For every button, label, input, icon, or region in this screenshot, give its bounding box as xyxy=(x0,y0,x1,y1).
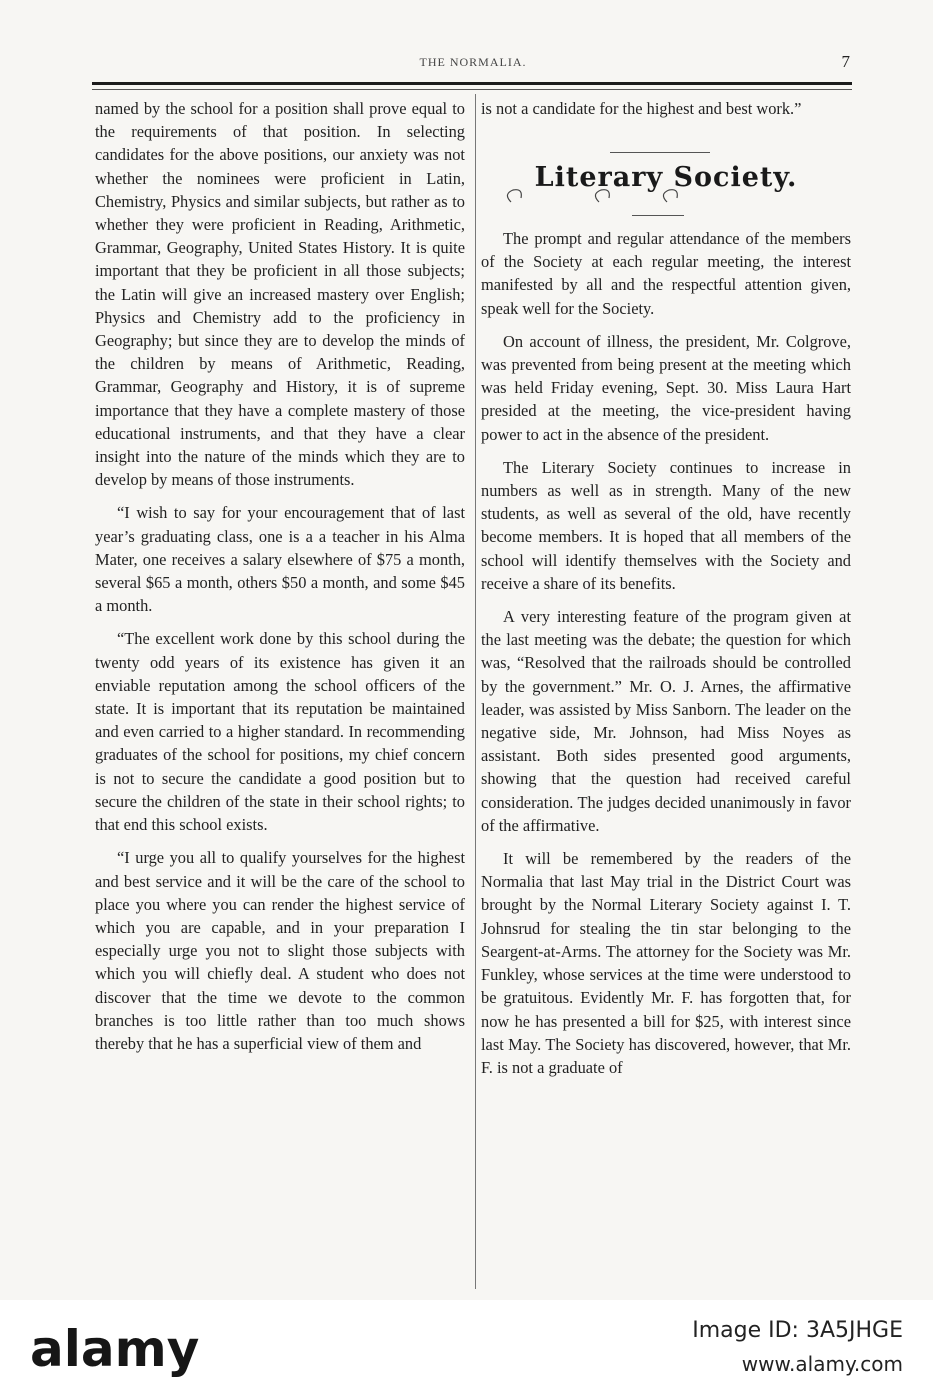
left-column xyxy=(95,97,465,1055)
right-paragraph-4: A very interesting feature of the program given at the last meeting was the debate; the question for which was, “Resolved that the railroads should be controlled by the government.” Mr. O. J. Arnes, the affirmative leader, was assisted by Miss Sanborn. The leader on the negative side, Mr. Johnson, had Miss Noyes as assistant. Both sides presented good arguments, showing that the question had received careful consideration. The judges decided unanimously in favor of the affirmative. xyxy=(481,607,851,835)
right-paragraph-2: On account of illness, the president, Mr. Colgrove, was prevented from being present at the meeting which was held Friday evening, Sept. 30. Miss Laura Hart presided at the meeting, the vice-president having power to act in the absence of the president. xyxy=(481,331,851,444)
right-paragraph-1: The prompt and regular attendance of the members of the Society at each regular meeting, the interest manifested by all and the respectful attention given, speak well for the Society. xyxy=(481,229,851,318)
right-column xyxy=(481,97,851,157)
stock-footer xyxy=(0,1300,933,1390)
header-rule-thick xyxy=(92,82,852,85)
column-divider xyxy=(475,94,476,1289)
alamy-logo xyxy=(30,1308,220,1388)
right-intro: is not a candidate for the highest and best work.” xyxy=(481,99,802,118)
page-number: 7 xyxy=(841,52,851,71)
image-id: Image ID: 3A5JHGE xyxy=(692,1318,903,1343)
header-rule-thin xyxy=(92,89,852,90)
left-paragraph-2: “I wish to say for your encouragement that of last year’s graduating class, one is a a teacher in his Alma Mater, one receives a salary elsewhere of $75 a month, several $65 a month, others $50 a month, and some $45 a month. xyxy=(95,503,465,616)
alamy-logo-text: alamy xyxy=(30,1320,200,1378)
section-rule-top xyxy=(610,152,710,153)
alamy-logo-mark xyxy=(30,1308,220,1388)
site-url: www.alamy.com xyxy=(741,1352,903,1376)
left-paragraph-4: “I urge you all to qualify yourselves for the highest and best service and it will be the care of the school to place you where you can render the highest service of which you are capable, and in your preparation I especially urge you not to slight those subjects with which you will chiefly deal. A student who does not discover that the time we devote to the common branches is too little rather than too much shows thereby that he has a superficial view of them and xyxy=(95,848,465,1053)
section-heading xyxy=(481,158,851,214)
right-column-body xyxy=(481,227,851,1079)
left-paragraph-3: “The excellent work done by this school during the twenty odd years of its existence has given it an enviable reputation among the school officers of the state. It is important that its reputation be maintained and even carried to a higher standard. In recommending graduates of the school for positions, my chief concern is not to secure the candidate a good position but to secure the children of the state in their school rights; to that end this school exists. xyxy=(95,629,465,835)
heading-flourish xyxy=(481,158,851,214)
section-rule-bottom xyxy=(632,215,684,216)
right-paragraph-5: It will be remembered by the readers of the Normalia that last May trial in the District Court was brought by the Normal Literary Society against I. T. Johnsrud for stealing the tin star belonging to the Seargent-at-Arms. The attorney for the Society was Mr. Funkley, whose services at the time were understood to be gratuitous. Evidently Mr. F. has forgotten that, for now he has presented a bill for $25, with interest since last May. The Society has discovered, however, that Mr. F. is not a graduate of xyxy=(481,849,851,1077)
page-header xyxy=(95,52,851,72)
right-paragraph-3: The Literary Society continues to increase in numbers as well as in strength. Many of the new students, as well as several of the old, have recently become members. It is hoped that all members of the school will identify themselves with the Society and receive a share of its benefits. xyxy=(481,457,851,593)
section-heading-text: Literary Society. xyxy=(534,162,798,193)
left-paragraph-1: named by the school for a position shall prove equal to the requirements of that position. In selecting candidates for the above positions, our anxiety was not whether the nominees were proficient in Latin, Chemistry, Physics and similar subjects, but rather as to whether they were proficient in Reading, Arithmetic, Grammar, Geography, United States History. It is quite important that they be proficient in all those subjects; the Latin will give an increased mastery over English; Physics and Chemistry add to the proficiency in Geography; but since they are to develop the minds of the children by means of Arithmetic, Reading, Grammar, Geography and History, it is of supreme importance that they have a complete mastery of those educational instruments, and that they have a clear insight into the nature of the minds which they are to develop by means of those instruments. xyxy=(95,99,465,490)
running-title: THE NORMALIA. xyxy=(419,55,527,69)
